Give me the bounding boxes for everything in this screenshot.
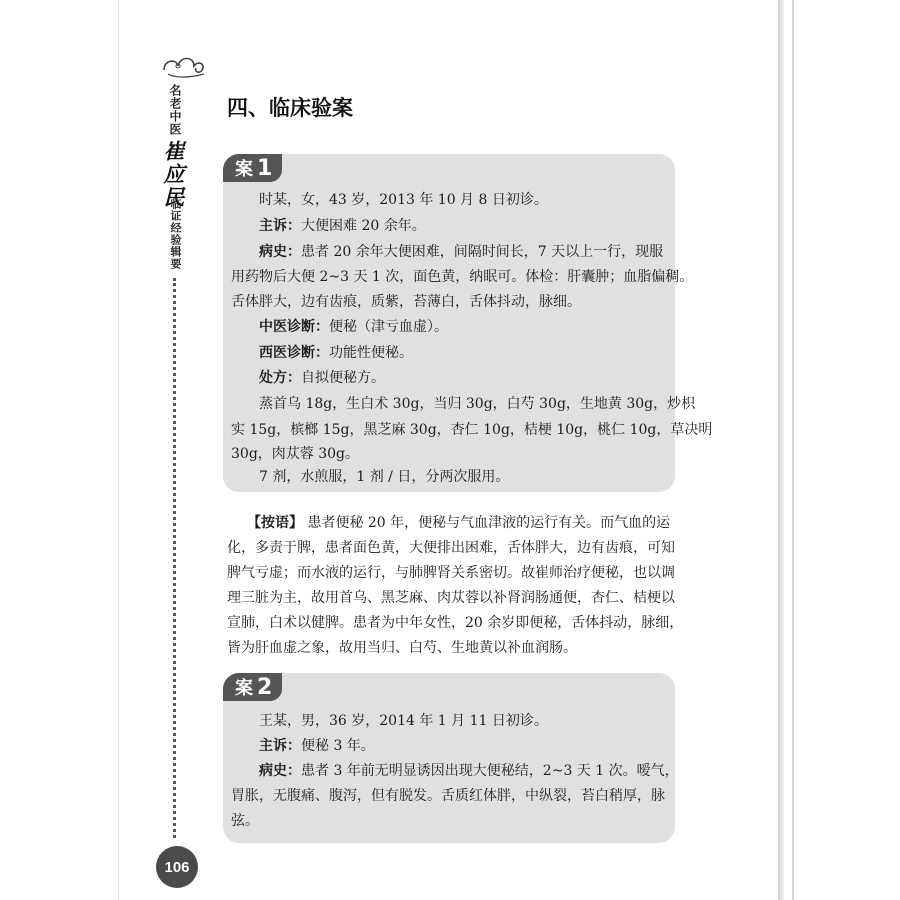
history-label: 病史： [259, 244, 301, 260]
case-tag-word: 案 [235, 678, 253, 699]
tcm-text: 便秘（津亏血虚）。 [329, 319, 448, 335]
page-edge-right [792, 0, 794, 900]
case-2-tag [223, 673, 282, 701]
complaint-label: 主诉： [259, 738, 301, 754]
case-1-tcm-diagnosis [223, 317, 711, 337]
page-number: 106 [156, 846, 198, 888]
case-1-herbs-line: 蒸首乌 18g，生白术 30g，当归 30g，白芍 30g，生地黄 30g，炒枳 [259, 396, 696, 412]
case-tag-number: 2 [257, 674, 273, 700]
case-1-dosage: 7 剂，水煎服，1 剂 / 日，分两次服用。 [259, 469, 510, 485]
case-1-history-line: 舌体胖大，边有齿痕，质紫，苔薄白，舌体抖动，脉细。 [231, 294, 581, 310]
case-1-herbs-line: 实 15g，槟榔 15g，黑芝麻 30g，杏仁 10g，桔梗 10g，桃仁 10g，草决明 [231, 422, 713, 438]
commentary-line: 脾气亏虚；而水液的运行，与肺脾肾关系密切。故崔师治疗便秘，也以调 [227, 565, 675, 581]
case-1-history-line: 用药物后大便 2~3 天 1 次，面色黄，纳眠可。体检：肝囊肿；血脂偏稠。 [231, 269, 694, 285]
case-1-prescription [223, 368, 711, 388]
case-tag-number: 1 [257, 155, 273, 181]
dotted-rule [173, 278, 176, 838]
case-2-box [223, 673, 679, 843]
case-2-history-line [223, 761, 711, 781]
sidebar [152, 40, 210, 900]
case-2-intro: 王某，男，36 岁，2014 年 1 月 11 日初诊。 [259, 713, 548, 729]
history-text: 患者 3 年前无明显诱因出现大便秘结，2~3 天 1 次。嗳气， [301, 763, 679, 779]
western-text: 功能性便秘。 [329, 345, 413, 361]
commentary-line: 宣肺，白术以健脾。患者为中年女性，20 余岁即便秘，舌体抖动，脉细， [227, 615, 684, 631]
series-label: 名老中医 [168, 84, 182, 136]
case-1-intro: 时某，女，43 岁，2013 年 10 月 8 日初诊。 [259, 192, 548, 208]
prescription-label: 处方： [259, 370, 301, 386]
commentary-line [227, 513, 695, 533]
commentary-text: 患者便秘 20 年，便秘与气血津液的运行有关。而气血的运 [307, 515, 671, 531]
book-subtitle: 临证经验辑要 [169, 198, 182, 270]
history-label: 病史： [259, 763, 301, 779]
complaint-text: 便秘 3 年。 [301, 738, 375, 754]
commentary-line: 理三脏为主，故用首乌、黑芝麻、肉苁蓉以补肾润肠通便，杏仁、桔梗以 [227, 590, 675, 606]
tcm-label: 中医诊断： [259, 319, 329, 335]
page-gutter-shadow [778, 0, 784, 900]
case-2-history-line: 弦。 [231, 813, 259, 829]
case-2-complaint [223, 736, 711, 756]
complaint-label: 主诉： [259, 218, 301, 234]
western-label: 西医诊断： [259, 345, 329, 361]
case-tag-word: 案 [235, 159, 253, 180]
complaint-text: 大便困难 20 余年。 [301, 218, 426, 234]
cloud-ornament-icon [160, 48, 208, 80]
author-name: 崔应民 [161, 140, 186, 209]
commentary-line: 皆为肝血虚之象，故用当归、白芍、生地黄以补血润肠。 [227, 640, 577, 656]
section-title: 四、临床验案 [227, 96, 353, 120]
case-1-tag [223, 154, 282, 182]
case-1-herbs-line: 30g，肉苁蓉 30g。 [231, 446, 360, 462]
case-1-history-line [223, 242, 711, 262]
commentary-label: 【按语】 [247, 515, 303, 531]
prescription-text: 自拟便秘方。 [301, 370, 385, 386]
case-1-box [223, 154, 713, 492]
commentary-line: 化，多责于脾，患者面色黄，大便排出困难，舌体胖大，边有齿痕，可知 [227, 540, 675, 556]
page-edge-left [118, 0, 119, 900]
case-1-complaint [223, 216, 711, 236]
case-1-western-diagnosis [223, 343, 711, 363]
case-2-history-line: 胃胀，无腹痛、腹泻，但有脱发。舌质红体胖，中纵裂，苔白稍厚，脉 [231, 788, 665, 804]
history-text: 患者 20 余年大便困难，间隔时间长，7 天以上一行，现服 [301, 244, 664, 260]
